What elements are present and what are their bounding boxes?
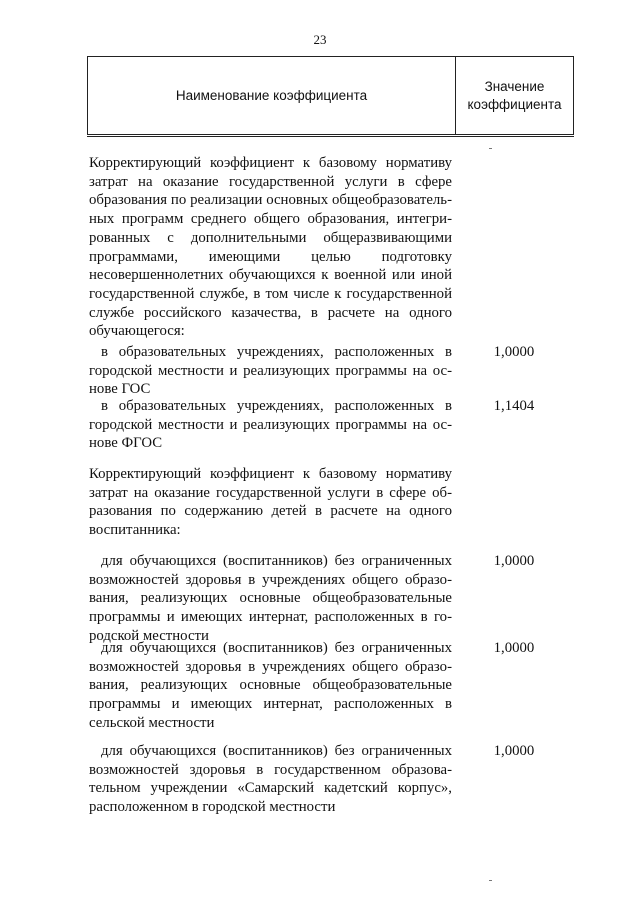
section-2-row-1-value: 1,0000	[493, 553, 535, 569]
section-2-heading: Корректирующий коэффициент к базовому нормативу затрат на оказание государственной услуги в сфере образования по содержанию детей в расчете на одного воспитанника:	[89, 466, 452, 539]
table-header	[87, 56, 574, 135]
section-1-row-2-label: в образовательных учреждениях, расположенных в городской местности и реализующих программы на основе ФГОС	[89, 398, 452, 452]
coefficient-value-header: Значение коэффициента	[467, 78, 562, 112]
section-1-row-1-value: 1,0000	[493, 344, 535, 360]
section-1-heading: Корректирующий коэффициент к базовому нормативу затрат на оказание государственной услуги в сфере образования по реализации основных общеобразовательных программ среднего общего образования, интегрированных с дополнительными общеразвивающими программами, имеющими целью подготовку несовершеннолетних обучающихся к военной или иной государственной службе, в том числе к государственной службе российского казачества, в расчете на одного обучающегося:	[89, 155, 452, 340]
page-number: 23	[313, 32, 327, 47]
section-2-row-3-value: 1,0000	[493, 743, 535, 759]
scan-mark	[489, 148, 492, 149]
section-2-row-1-label: для обучающихся (воспитанников) без ограниченных возможностей здоровья в учреждениях общего образования, реализующих основные общеобразовательные программы и имеющих интернат, расположенных в городской местности	[89, 553, 452, 644]
header-bottom-rule	[87, 136, 574, 137]
section-1-row-2-value: 1,1404	[493, 398, 535, 414]
section-2-row-2-label: для обучающихся (воспитанников) без ограниченных возможностей здоровья в учреждениях общего образования, реализующих основные общеобразовательные программы и имеющих интернат, расположенных в сельской местности	[89, 640, 452, 731]
scan-mark	[489, 880, 492, 881]
section-2-row-3-label: для обучающихся (воспитанников) без ограниченных возможностей здоровья в государственном образовательном учреждении «Самарский кадетский корпус», расположенном в городской местности	[89, 743, 452, 816]
section-2-row-2-value: 1,0000	[493, 640, 535, 656]
section-1-row-1-label: в образовательных учреждениях, расположенных в городской местности и реализующих программы на основе ГОС	[89, 344, 452, 398]
coefficient-name-header: Наименование коэффициента	[175, 88, 368, 103]
